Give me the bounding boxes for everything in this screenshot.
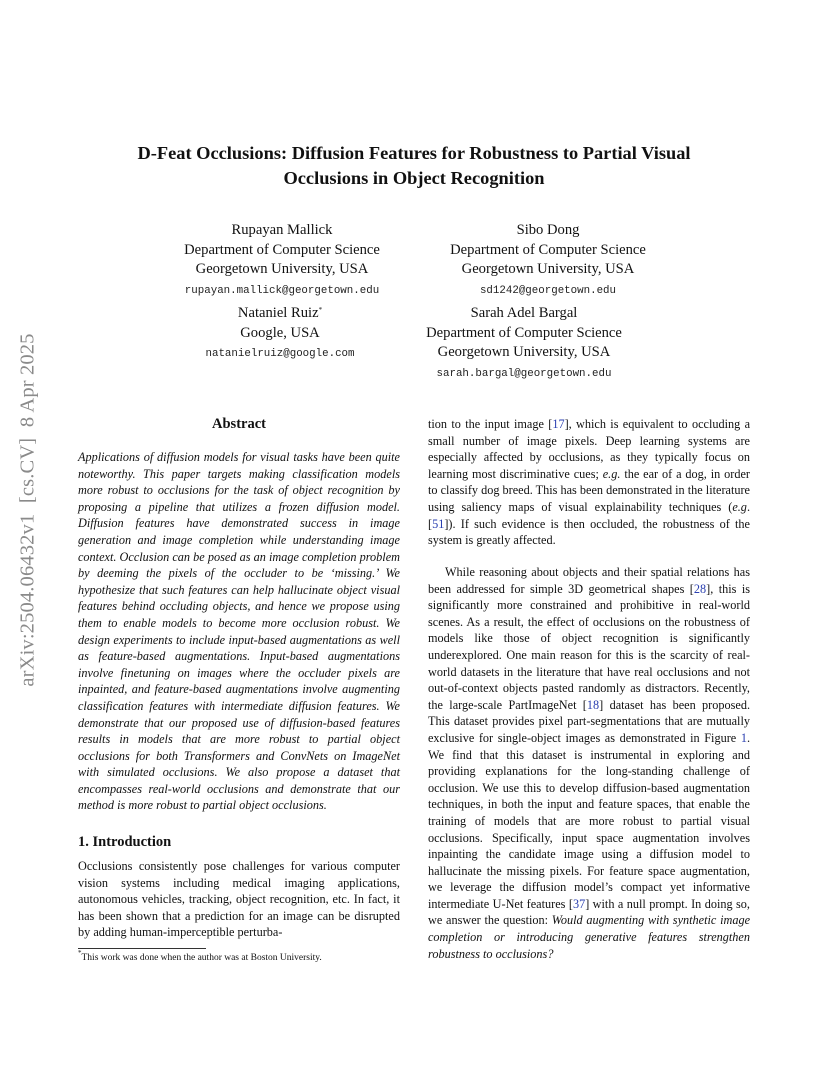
citation-link[interactable]: 18: [586, 697, 600, 712]
author-affiliation: Georgetown University, USA: [461, 261, 635, 277]
abstract-heading: Abstract: [212, 416, 266, 432]
figure-link[interactable]: 1: [740, 730, 747, 745]
author-affiliation: Department of Computer Science: [184, 241, 380, 258]
author-name: Rupayan Mallick: [231, 222, 333, 238]
author-affiliation: Google, USA: [240, 324, 320, 341]
footnote-marker: *: [318, 306, 323, 314]
citation-link[interactable]: 28: [693, 581, 707, 596]
author-email[interactable]: natanielruiz@google.com: [205, 348, 355, 360]
abstract-paragraph: Applications of diffusion models for visual tasks have been quite noteworthy. This paper targets making classification models more robust to occlusions for the task of object recognition by proposing a pipeline that utilizes a frozen diffusion model. Diffusion features have demonstrated success in image generation and image completion while understanding image context. Occlusion can be posed as an image completion problem by deeming the pixels of the occluder to be ‘missing.’ We hypothesize that such features can help hallucinate object visual features behind occluding objects, and hence we propose using them to enable models to become more occlusion robust. We design experiments to include input-based augmentations as well as feature-based augmentations. Input-based augmentations involve finetuning on images where the occluder pixels are inpainted, and feature-based augmentations involve augmenting classification features with intermediate diffusion features. We demonstrate that our proposed use of diffusion-based features results in models that are more robust to partial object occlusions for both Transformers and ConvNets on ImageNet with simulated occlusions. We also propose a dataset that encompasses real-world occlusions and demonstrate that our method is more robust to partial object occlusions.: [78, 450, 400, 813]
citation-link[interactable]: 51: [432, 516, 445, 531]
intro-paragraph-left: [78, 858, 400, 941]
title-line-1: D-Feat Occlusions: Diffusion Features for Robustness to Partial Visual: [137, 143, 691, 163]
body-paragraph: While reasoning about objects and their spatial relations has been addressed for simple 3D geometrical shapes [28], this is significantly more constrained and prohibitive in real-world scenes. As a result, the effect of occlusions on the robustness of models like those of object recognition is significantly underexplored. One main reason for this is the scarcity of real-world datasets in the literature that have real occlusions and not out-of-context objects pasted randomly as distractors. Recently, the large-scale PartImageNet [18] dataset has been proposed. This dataset provides pixel part-segmentations that are mutually exclusive for single-object images as demonstrated in Figure 1. We find that this dataset is instrumental in exploring and providing explanations for the long-standing challenge of occlusion. We use this to develop diffusion-based augmentation techniques, in both the input and feature spaces, that enable the training of models that are more robust to partial visual occlusions. Specifically, input space augmentation involves inpainting the candidate image using a diffusion model to hallucinate the missing pixels. For feature space augmentation, we leverage the diffusion model’s compact yet informative intermediate U-Net features [37] with a null prompt. In doing so, we answer the question: Would augmenting with synthetic image completion or introducing generative features strengthen robustness to occlusions?: [428, 565, 751, 961]
title-line-2: Occlusions in Object Recognition: [283, 168, 545, 188]
author-block-3: [180, 304, 380, 361]
author-affiliation: Department of Computer Science: [426, 324, 622, 341]
author-email[interactable]: sd1242@georgetown.edu: [479, 284, 617, 297]
author-block-2: [425, 221, 671, 298]
author-block-4: [408, 304, 640, 381]
author-email[interactable]: rupayan.mallick@georgetown.edu: [184, 284, 380, 297]
author-name: Sarah Adel Bargal: [470, 305, 578, 321]
right-column-paragraph-1: [428, 416, 750, 549]
section-heading-introduction: 1. Introduction: [78, 834, 172, 850]
paper-title: [80, 141, 748, 191]
intro-paragraph: Occlusions consistently pose challenges for various computer vision systems including medical imaging applications, autonomous vehicles, tracking, object recognition, etc. In fact, it has been shown that a prediction for an image can be disrupted by adding human-imperceptible perturba-: [78, 859, 400, 940]
footnote-text: This work was done when the author was at Boston University.: [81, 953, 322, 963]
author-block-1: [168, 221, 396, 298]
footnote: [78, 949, 400, 964]
arxiv-stamp-text: arXiv:2504.06432v1 [cs.CV] 8 Apr 2025: [16, 333, 39, 687]
research-question: Would augmenting with synthetic image completion or introducing generative features strengthen robustness to occlusions?: [428, 913, 751, 961]
footnote-marker: *: [78, 949, 82, 957]
abstract-text: [78, 449, 400, 814]
author-email[interactable]: sarah.bargal@georgetown.edu: [436, 367, 612, 380]
body-paragraph: tion to the input image [17], which is equivalent to occluding a small number of image pixels. Deep learning systems are especially affected by occlusions, as they typically focus on learning most discriminative cues; e.g. the ear of a dog, in order to classify dog breed. This has been demonstrated in the literature using saliency maps of visual explainability techniques (e.g. [51]). If such evidence is then occluded, the robustness of the system is greatly affected.: [428, 417, 751, 548]
author-name: Nataniel Ruiz*: [237, 305, 323, 321]
arxiv-stamp: [8, 290, 48, 730]
author-name: Sibo Dong: [516, 222, 580, 238]
citation-link[interactable]: 37: [572, 896, 586, 911]
author-affiliation: Georgetown University, USA: [195, 261, 369, 277]
right-column-paragraph-2: [428, 564, 750, 962]
author-affiliation: Department of Computer Science: [450, 241, 646, 258]
footnote-rule: [78, 948, 206, 949]
citation-link[interactable]: 17: [552, 417, 565, 431]
author-affiliation: Georgetown University, USA: [437, 344, 611, 360]
